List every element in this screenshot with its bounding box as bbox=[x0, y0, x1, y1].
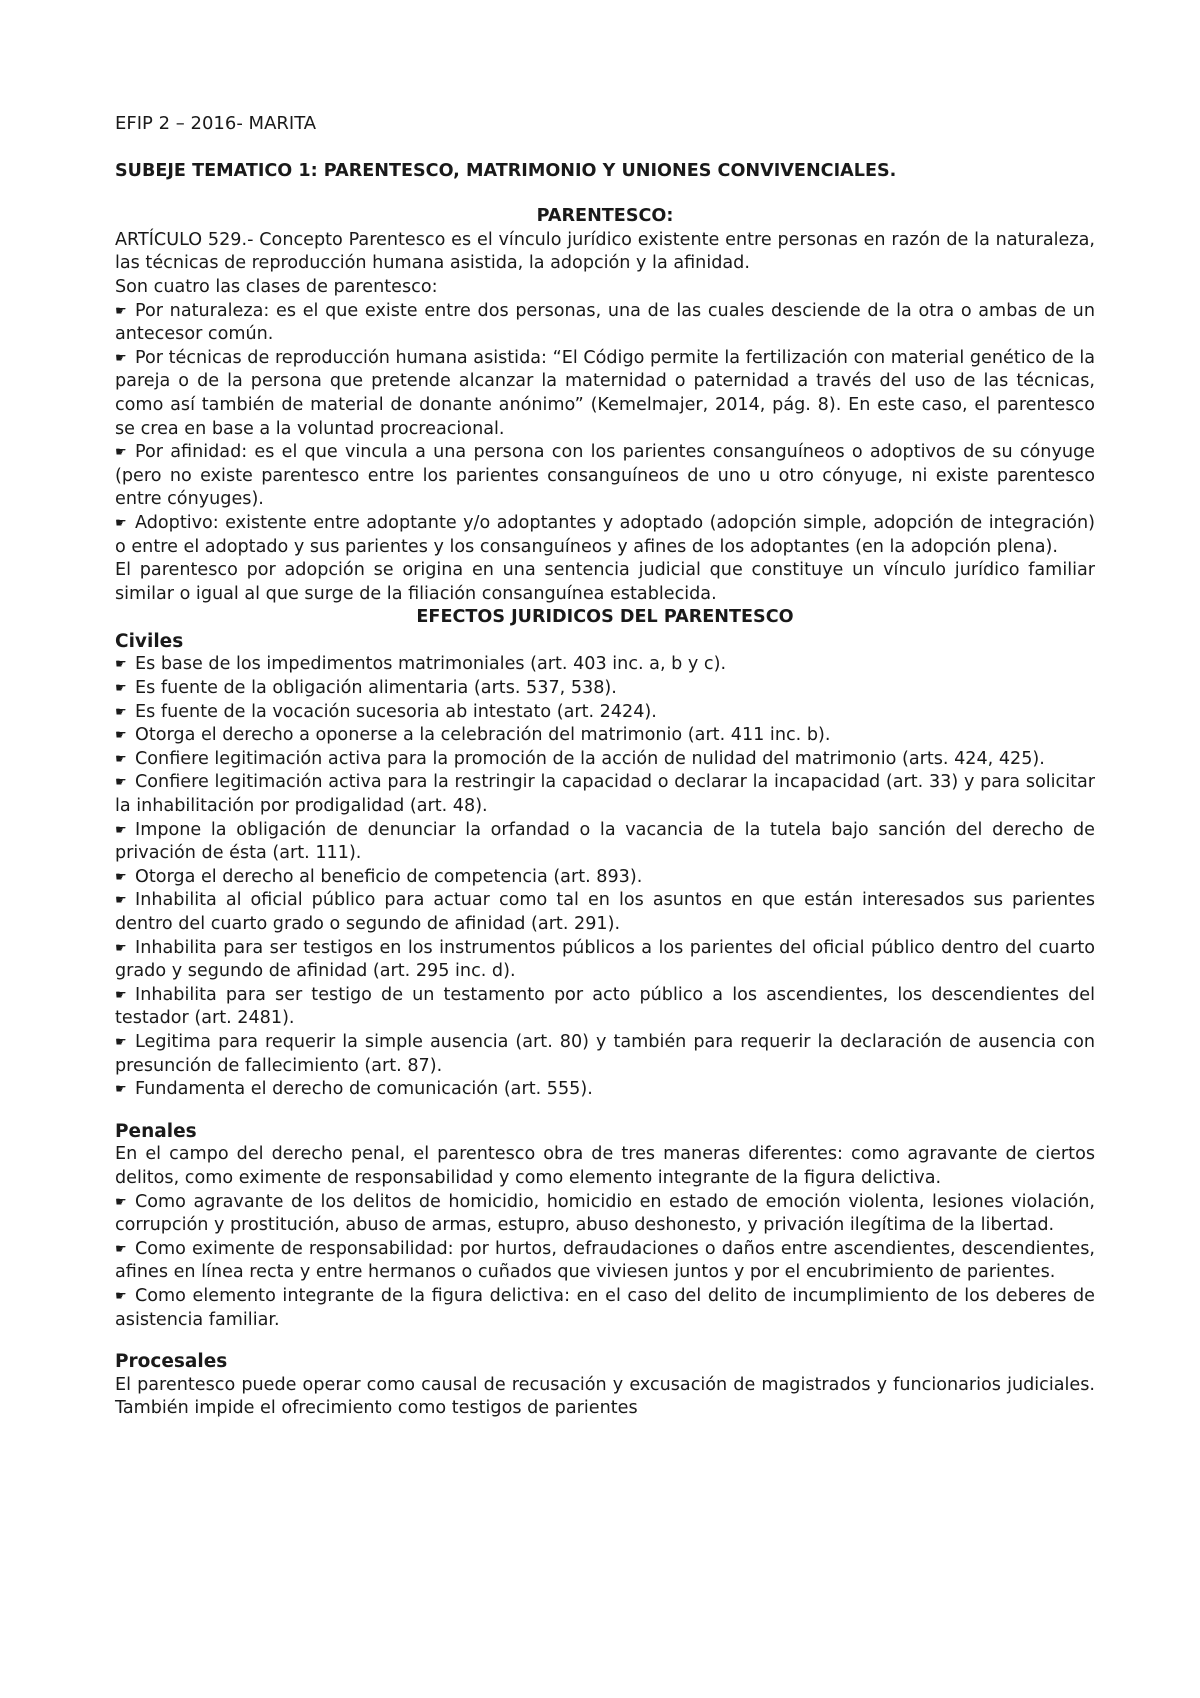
bullet-text: Es fuente de la obligación alimentaria (arts. 537, 538). bbox=[135, 678, 617, 699]
bullet-text: Inhabilita al oficial público para actuar como tal en los asuntos en que están interesados sus parientes dentro del cuarto grado o segundo de afinidad (art. 291). bbox=[115, 890, 1095, 934]
bullet-item bbox=[115, 512, 1095, 559]
bullet-text: Inhabilita para ser testigos en los instrumentos públicos a los parientes del oficial público dentro del cuarto grado y segundo de afinidad (art. 295 inc. d). bbox=[115, 937, 1095, 982]
bullet-item bbox=[115, 653, 1095, 677]
bullet-text: Por naturaleza: es el que existe entre dos personas, una de las cuales desciende de la otra o ambas de un antecesor común. bbox=[115, 300, 1095, 345]
bullet-text: Otorga el derecho a oponerse a la celebración del matrimonio (art. 411 inc. b). bbox=[135, 725, 831, 746]
bullet-item bbox=[115, 889, 1095, 936]
bullet-item bbox=[115, 347, 1095, 441]
civiles-list bbox=[115, 653, 1095, 1101]
bullet-item bbox=[115, 300, 1095, 347]
document-page bbox=[115, 112, 1095, 1421]
pointing-hand-icon: ☛ bbox=[115, 303, 127, 319]
efectos-heading: EFECTOS JURIDICOS DEL PARENTESCO bbox=[416, 607, 794, 628]
section-spacer bbox=[115, 1102, 1095, 1120]
pointing-hand-icon: ☛ bbox=[115, 681, 127, 697]
pointing-hand-icon: ☛ bbox=[115, 987, 127, 1003]
subeje-title: SUBEJE TEMATICO 1: PARENTESCO, MATRIMONIO Y UNIONES CONVIVENCIALES. bbox=[115, 160, 897, 181]
bullet-text: Confiere legitimación activa para la promoción de la acción de nulidad del matrimonio (arts. 424, 425). bbox=[135, 748, 1045, 769]
civiles-title: Civiles bbox=[115, 630, 184, 652]
pointing-hand-icon: ☛ bbox=[115, 445, 127, 461]
document-header: EFIP 2 – 2016- MARITA bbox=[115, 113, 317, 134]
pointing-hand-icon: ☛ bbox=[115, 775, 127, 791]
pointing-hand-icon: ☛ bbox=[115, 728, 127, 744]
pointing-hand-icon: ☛ bbox=[115, 515, 127, 531]
bullet-item bbox=[115, 677, 1095, 701]
bullet-item bbox=[115, 984, 1095, 1031]
bullet-text: Otorga el derecho al beneficio de competencia (art. 893). bbox=[135, 866, 643, 887]
bullet-item bbox=[115, 724, 1095, 748]
bullet-item bbox=[115, 748, 1095, 772]
pointing-hand-icon: ☛ bbox=[115, 1194, 127, 1210]
pointing-hand-icon: ☛ bbox=[115, 657, 127, 673]
adopcion-closing: El parentesco por adopción se origina en una sentencia judicial que constituye un vínculo jurídico familiar similar o igual al que surge de la filiación consanguínea establecida. bbox=[115, 560, 1095, 604]
penales-list bbox=[115, 1191, 1095, 1333]
bullet-text: Fundamenta el derecho de comunicación (art. 555). bbox=[135, 1079, 593, 1100]
bullet-text: Legitima para requerir la simple ausencia (art. 80) y también para requerir la declaración de ausencia con presunción de fallecimiento (art. 87). bbox=[115, 1031, 1095, 1076]
article-529: ARTÍCULO 529.- Concepto Parentesco es el vínculo jurídico existente entre personas en razón de la naturaleza, las técnicas de reproducción humana asistida, la adopción y la afinidad. bbox=[115, 229, 1095, 274]
pointing-hand-icon: ☛ bbox=[115, 893, 127, 909]
bullet-item bbox=[115, 1078, 1095, 1102]
bullet-text: Como eximente de responsabilidad: por hurtos, defraudaciones o daños entre ascendientes, descendientes, afines en línea recta y entre hermanos o cuñados que viviesen juntos y por el encubrimiento de parientes. bbox=[115, 1238, 1095, 1283]
procesales-text: El parentesco puede operar como causal de recusación y excusación de magistrados y funcionarios judiciales. También impide el ofrecimiento como testigos de parientes bbox=[115, 1374, 1095, 1419]
pointing-hand-icon: ☛ bbox=[115, 751, 127, 767]
bullet-text: Es base de los impedimentos matrimoniales (art. 403 inc. a, b y c). bbox=[135, 654, 727, 675]
bullet-text: Como elemento integrante de la figura delictiva: en el caso del delito de incumplimiento de los deberes de asistencia familiar. bbox=[115, 1285, 1095, 1330]
bullet-item bbox=[115, 1238, 1095, 1285]
bullet-item bbox=[115, 937, 1095, 984]
pointing-hand-icon: ☛ bbox=[115, 822, 127, 838]
bullet-item bbox=[115, 1285, 1095, 1332]
pointing-hand-icon: ☛ bbox=[115, 940, 127, 956]
section-spacer bbox=[115, 1332, 1095, 1350]
clases-intro: Son cuatro las clases de parentesco: bbox=[115, 276, 438, 297]
pointing-hand-icon: ☛ bbox=[115, 1288, 127, 1304]
bullet-item bbox=[115, 771, 1095, 818]
bullet-text: Inhabilita para ser testigo de un testamento por acto público a los ascendientes, los descendientes del testador (art. 2481). bbox=[115, 984, 1095, 1029]
bullet-text: Impone la obligación de denunciar la orfandad o la vacancia de la tutela bajo sanción del derecho de privación de ésta (art. 111). bbox=[115, 819, 1095, 864]
bullet-item bbox=[115, 1031, 1095, 1078]
pointing-hand-icon: ☛ bbox=[115, 1034, 127, 1050]
bullet-text: Como agravante de los delitos de homicidio, homicidio en estado de emoción violenta, lesiones violación, corrupción y prostitución, abuso de armas, estupro, abuso deshonesto, y privación ilegítima de la libertad. bbox=[115, 1191, 1095, 1236]
procesales-title: Procesales bbox=[115, 1351, 228, 1373]
pointing-hand-icon: ☛ bbox=[115, 350, 127, 366]
bullet-text: Adoptivo: existente entre adoptante y/o adoptantes y adoptado (adopción simple, adopción de integración) o entre el adoptado y sus parientes y los consanguíneos y afines de los adoptantes (en la adopción plena). bbox=[115, 512, 1095, 557]
bullet-item bbox=[115, 701, 1095, 725]
pointing-hand-icon: ☛ bbox=[115, 1082, 127, 1098]
parentesco-heading: PARENTESCO: bbox=[536, 206, 674, 227]
bullet-text: Es fuente de la vocación sucesoria ab intestato (art. 2424). bbox=[135, 701, 657, 722]
penales-intro: En el campo del derecho penal, el parentesco obra de tres maneras diferentes: como agravante de ciertos delitos, como eximente de responsabilidad y como elemento integrante de la figura delictiva. bbox=[115, 1144, 1095, 1188]
penales-title: Penales bbox=[115, 1120, 197, 1142]
pointing-hand-icon: ☛ bbox=[115, 704, 127, 720]
bullet-item bbox=[115, 819, 1095, 866]
bullet-text: Por técnicas de reproducción humana asistida: “El Código permite la fertilización con material genético de la pareja o de la persona que pretende alcanzar la maternidad o paternidad a través del uso de las técnicas, como así también de material de donante anónimo” (Kemelmajer, 2014, pág. 8). En este caso, el parentesco se crea en base a la voluntad procreacional. bbox=[115, 347, 1095, 439]
pointing-hand-icon: ☛ bbox=[115, 1241, 127, 1257]
clases-list bbox=[115, 300, 1095, 560]
bullet-text: Por afinidad: es el que vincula a una persona con los parientes consanguíneos o adoptivos de su cónyuge (pero no existe parentesco entre los parientes consanguíneos de uno u otro cónyuge, ni existe parentesco entre cónyuges). bbox=[115, 442, 1095, 510]
bullet-item bbox=[115, 441, 1095, 512]
pointing-hand-icon: ☛ bbox=[115, 869, 127, 885]
bullet-item bbox=[115, 866, 1095, 890]
bullet-text: Confiere legitimación activa para la restringir la capacidad o declarar la incapacidad (art. 33) y para solicitar la inhabilitación por prodigalidad (art. 48). bbox=[115, 772, 1095, 817]
bullet-item bbox=[115, 1191, 1095, 1238]
